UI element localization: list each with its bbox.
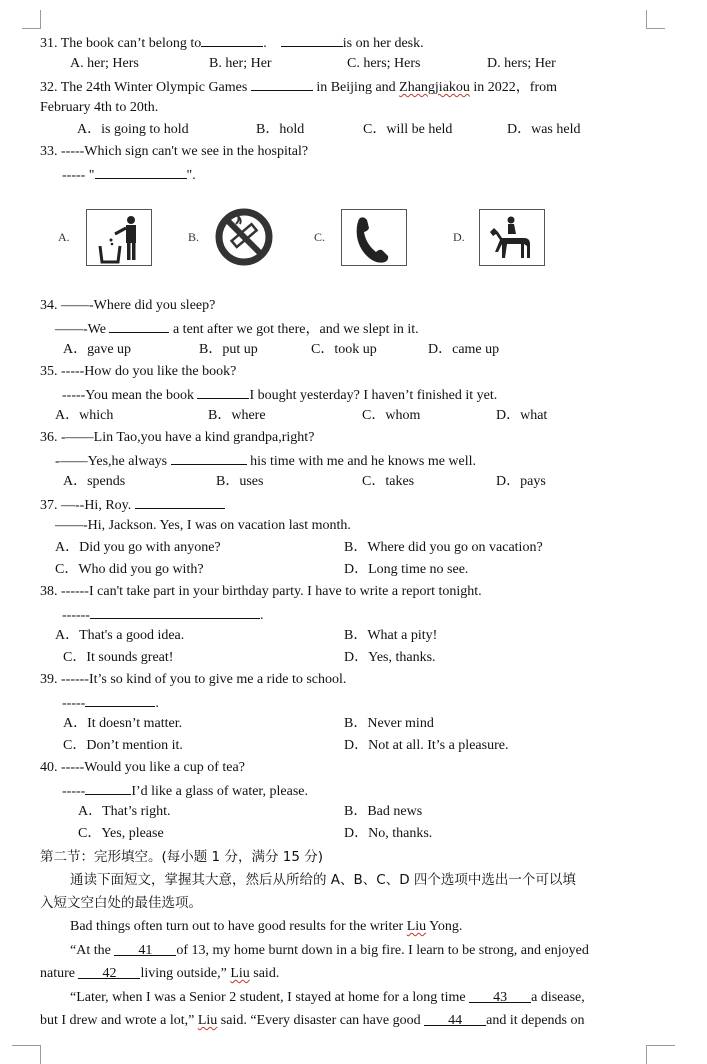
question-32-stem: 32. The 24th Winter Olympic Games in Beijing and Zhangjiakou in 2022，from — [40, 77, 557, 97]
sign-label-b: B. — [188, 230, 200, 244]
sign-label-c: C. — [314, 230, 326, 244]
question-36-answer: -——Yes,he always his time with me and he knows me well. — [55, 451, 476, 471]
section-2-instructions-line2: 入短文空白处的最佳选项。 — [40, 895, 202, 911]
question-34-option-c: C．took up — [311, 342, 377, 357]
question-31-option-b: B. her; Her — [209, 56, 272, 71]
sign-option-a — [86, 209, 152, 266]
question-39-option-b: B．Never mind — [344, 716, 434, 731]
question-32-option-a: A．is going to hold — [77, 122, 189, 137]
question-31-option-c: C. hers; Hers — [347, 56, 421, 71]
question-34-option-d: D．came up — [428, 342, 500, 357]
question-38-answer: ------ . — [62, 605, 263, 625]
question-32-stem-line2: February 4th to 20th. — [40, 100, 159, 115]
question-38-option-c: C．It sounds great! — [63, 650, 174, 665]
question-32-option-d: D．was held — [507, 122, 581, 137]
question-40-option-a: A．That’s right. — [78, 804, 171, 819]
passage-paragraph-2: “At the 41 of 13, my home burnt down in a big fire. I learn to be strong, and enjoyed — [70, 943, 589, 958]
question-36-option-c: C．takes — [362, 474, 415, 489]
question-40-option-c: C．Yes, please — [78, 826, 164, 841]
question-40-answer: ----- I’d like a glass of water, please. — [62, 781, 308, 801]
section-2-instructions: 通读下面短文，掌握其大意，然后从所给的 A、B、C、D 四个选项中选出一个可以填 — [70, 872, 576, 888]
question-35-option-b: B．where — [208, 408, 266, 423]
question-39-option-a: A．It doesn’t matter. — [63, 716, 183, 731]
telephone-icon — [342, 210, 406, 265]
sign-label-d: D. — [453, 230, 465, 244]
question-35-stem: 35. -----How do you like the book? — [40, 364, 237, 379]
question-39-option-c: C．Don’t mention it. — [63, 738, 183, 753]
section-2-heading: 第二节：完形填空。(每小题 1 分，满分 15 分) — [40, 849, 323, 865]
question-38-option-b: B．What a pity! — [344, 628, 438, 643]
question-36-option-d: D．pays — [496, 474, 546, 489]
question-40-option-d: D．No, thanks. — [344, 826, 433, 841]
question-35-option-a: A．which — [55, 408, 114, 423]
sign-option-c — [341, 209, 407, 266]
question-32-option-c: C．will be held — [363, 122, 453, 137]
litter-bin-icon — [87, 210, 151, 265]
question-31-stem: 31. The book can’t belong to . is on her desk. — [40, 33, 424, 53]
page-corner-mark — [22, 10, 41, 29]
question-40-stem: 40. -----Would you like a cup of tea? — [40, 760, 245, 775]
question-39-stem: 39. ------It’s so kind of you to give me a ride to school. — [40, 672, 347, 687]
question-33-answer: ----- " ". — [62, 165, 196, 185]
question-37-option-d: D．Long time no see. — [344, 562, 469, 577]
question-31-option-d: D. hers; Her — [487, 56, 556, 71]
blank-42: 42 — [78, 965, 140, 979]
passage-paragraph-2-line2: nature 42 living outside,” Liu said. — [40, 966, 280, 981]
question-35-answer: -----You mean the book I bought yesterday? I haven’t finished it yet. — [62, 385, 497, 405]
sign-option-b — [210, 208, 278, 266]
question-37-option-b: B．Where did you go on vacation? — [344, 540, 543, 555]
question-40-option-b: B．Bad news — [344, 804, 423, 819]
question-36-option-a: A．spends — [63, 474, 126, 489]
passage-paragraph-3-line2: but I drew and wrote a lot,” Liu said. “Every disaster can have good 44 and it depends on — [40, 1013, 585, 1028]
blank-44: 44 — [424, 1012, 486, 1026]
question-35-option-d: D．what — [496, 408, 548, 423]
question-39-answer: ----- . — [62, 693, 159, 713]
question-37-answer: ——-Hi, Jackson. Yes, I was on vacation last month. — [55, 518, 351, 533]
question-34-answer: ——-We a tent after we got there，and we slept in it. — [55, 319, 419, 339]
blank-41: 41 — [114, 942, 176, 956]
passage-paragraph-3: “Later, when I was a Senior 2 student, I stayed at home for a long time 43 a disease, — [70, 990, 585, 1005]
question-36-option-b: B．uses — [216, 474, 264, 489]
no-smoking-icon — [210, 208, 278, 266]
question-38-option-a: A．That's a good idea. — [55, 628, 185, 643]
question-36-stem: 36. -——Lin Tao,you have a kind grandpa,right? — [40, 430, 315, 445]
sign-option-d — [479, 209, 545, 266]
question-38-option-d: D．Yes, thanks. — [344, 650, 436, 665]
question-37-option-c: C．Who did you go with? — [55, 562, 204, 577]
question-37-option-a: A．Did you go with anyone? — [55, 540, 221, 555]
page-corner-mark — [646, 10, 665, 29]
question-35-option-c: C．whom — [362, 408, 421, 423]
blank-43: 43 — [469, 989, 531, 1003]
question-31-option-a: A. her; Hers — [70, 56, 139, 71]
question-34-stem: 34. ——-Where did you sleep? — [40, 298, 216, 313]
question-38-stem: 38. ------I can't take part in your birthday party. I have to write a report tonight. — [40, 584, 482, 599]
question-33-stem: 33. -----Which sign can't we see in the hospital? — [40, 144, 309, 159]
question-32-option-b: B．hold — [256, 122, 305, 137]
horse-riding-icon — [480, 210, 544, 265]
question-34-option-a: A．gave up — [63, 342, 132, 357]
passage-paragraph-1: Bad things often turn out to have good results for the writer Liu Yong. — [70, 919, 463, 934]
question-34-option-b: B．put up — [199, 342, 258, 357]
question-39-option-d: D．Not at all. It’s a pleasure. — [344, 738, 509, 753]
sign-label-a: A. — [58, 230, 70, 244]
question-37-stem: 37. —--Hi, Roy. — [40, 495, 225, 515]
